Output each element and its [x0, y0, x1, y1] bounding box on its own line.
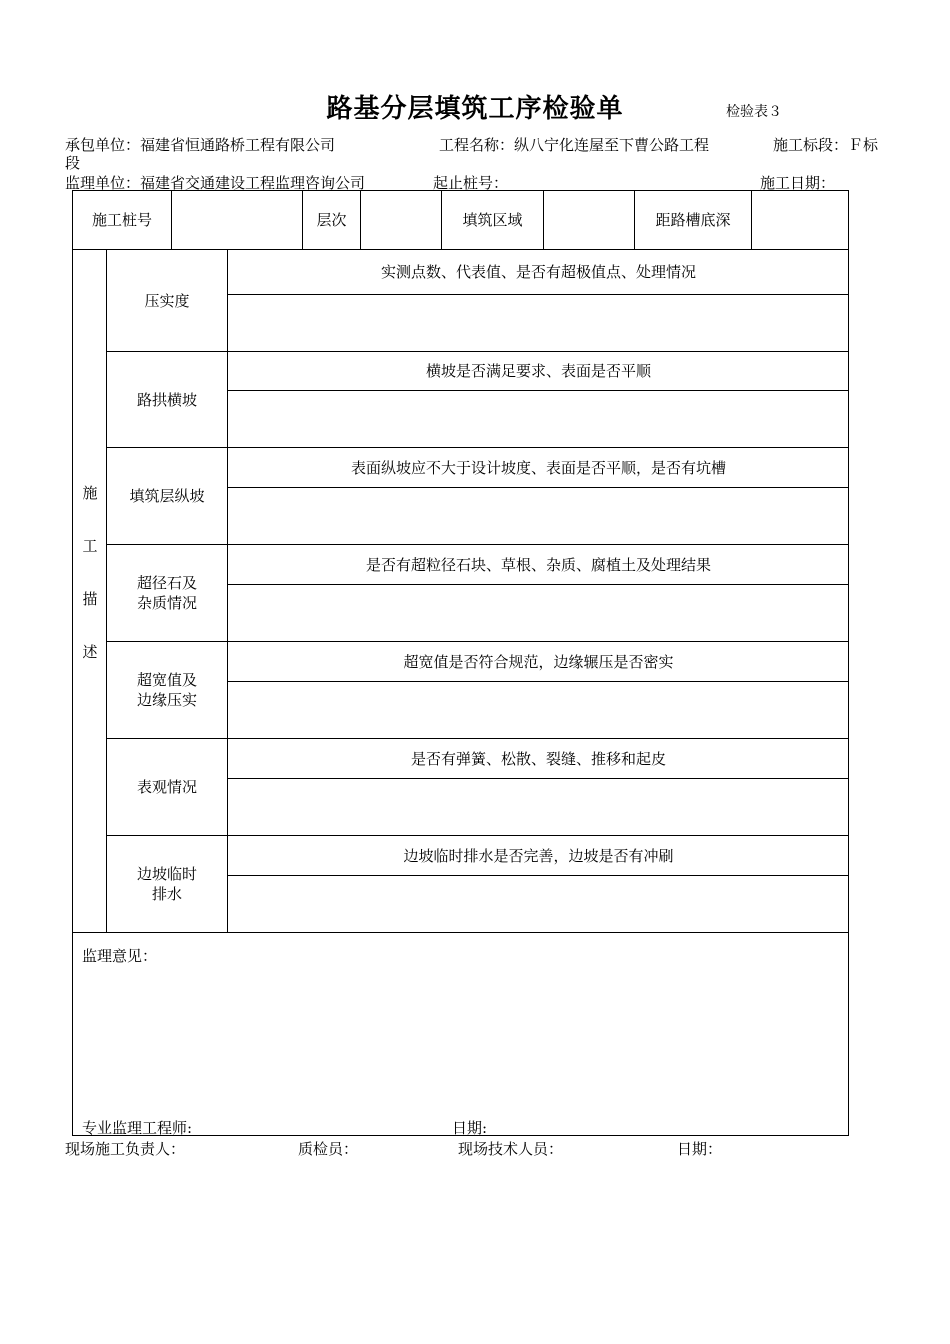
- contractor-field: 承包单位：福建省恒通路桥工程有限公司: [65, 136, 336, 154]
- construction-date-field: 施工日期：: [760, 174, 836, 192]
- compaction-result[interactable]: [228, 295, 849, 351]
- overwidth-criteria: 超宽值是否符合规范，边缘辗压是否密实: [403, 652, 674, 671]
- crown-slope-result[interactable]: [228, 391, 849, 447]
- crown-slope-criteria: 横坡是否满足要求、表面是否平顺: [425, 362, 651, 380]
- station-range-field: 起止桩号：: [433, 174, 509, 192]
- form-number: 检验表３: [726, 104, 782, 120]
- depth-value[interactable]: [752, 191, 848, 249]
- longitudinal-slope-criteria: 表面纵坡应不大于设计坡度、表面是否平顺，是否有坑槽: [350, 458, 726, 477]
- depth-label: 距路槽底深: [655, 211, 731, 229]
- crown-slope-label: 路拱横坡: [136, 390, 197, 409]
- overwidth-result[interactable]: [228, 682, 849, 738]
- overwidth-label: 超宽值及 边缘压实: [136, 671, 197, 709]
- oversize-stone-criteria: 是否有超粒径石块、草根、杂质、腐植土及处理结果: [365, 555, 711, 574]
- site-manager-field: 现场施工负责人：: [65, 1140, 186, 1158]
- oversize-stone-result[interactable]: [228, 585, 849, 641]
- opinion-text[interactable]: [82, 965, 842, 1105]
- appearance-label: 表观情况: [136, 778, 197, 796]
- site-technician-field: 现场技术人员：: [458, 1140, 564, 1158]
- project-name-field: 工程名称：纵八宁化连屋至下曹公路工程: [439, 136, 710, 154]
- opinion-label: 监理意见：: [82, 947, 158, 965]
- section-field: 施工标段：Ｆ标: [773, 136, 879, 154]
- appearance-criteria: 是否有弹簧、松散、裂缝、推移和起皮: [410, 749, 666, 768]
- supervising-engineer-field: 专业监理工程师:: [82, 1119, 193, 1137]
- station-value[interactable]: [172, 191, 302, 249]
- supervisor-field: 监理单位：福建省交通建设工程监理咨询公司: [65, 174, 366, 192]
- appearance-result[interactable]: [228, 779, 849, 835]
- compaction-criteria: 实测点数、代表值、是否有超极值点、处理情况: [380, 263, 696, 281]
- longitudinal-slope-label: 填筑层纵坡: [129, 487, 205, 505]
- fill-area-value[interactable]: [544, 191, 634, 249]
- opinion-date-field: 日期:: [452, 1119, 488, 1137]
- slope-drainage-result[interactable]: [228, 876, 849, 932]
- layer-label: 层次: [316, 211, 347, 229]
- construction-description-label: 施工描述: [80, 485, 99, 697]
- slope-drainage-label: 边坡临时 排水: [136, 865, 197, 903]
- station-label: 施工桩号: [91, 211, 152, 229]
- footer-date-field: 日期：: [677, 1140, 723, 1158]
- slope-drainage-criteria: 边坡临时排水是否完善，边坡是否有冲刷: [403, 846, 674, 865]
- oversize-stone-label: 超径石及 杂质情况: [136, 574, 197, 612]
- section-field-wrap: 段: [65, 154, 81, 172]
- page-title: 路基分层填筑工序检验单: [326, 94, 624, 124]
- compaction-label: 压实度: [144, 291, 190, 310]
- quality-inspector-field: 质检员：: [298, 1140, 359, 1158]
- layer-value[interactable]: [361, 191, 441, 249]
- fill-area-label: 填筑区域: [462, 211, 523, 229]
- longitudinal-slope-result[interactable]: [228, 488, 849, 544]
